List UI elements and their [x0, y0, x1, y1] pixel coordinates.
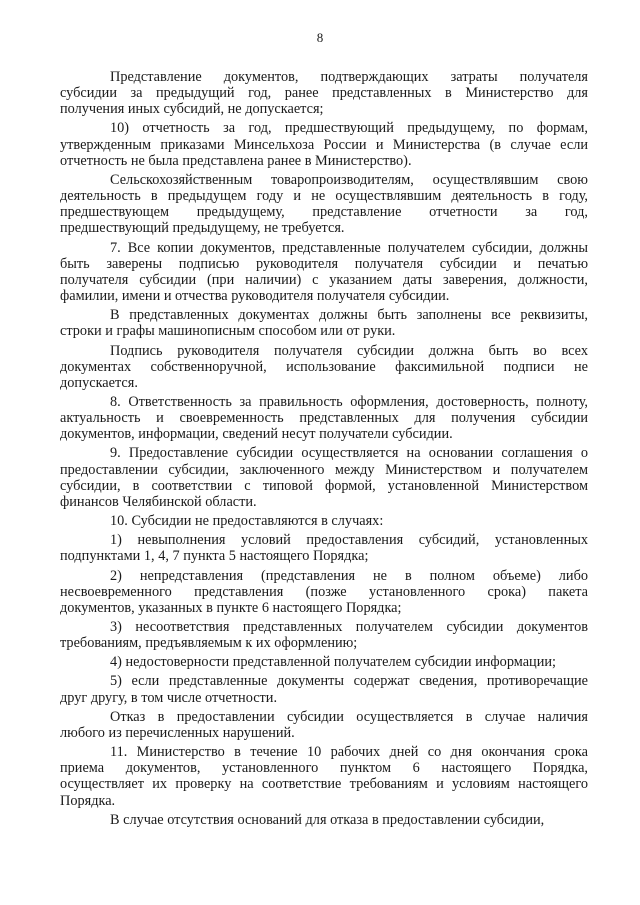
- text-line: 10) отчетность за год, предшествующий предыдущему, по формам,: [110, 120, 588, 137]
- text-line: субсидии, в соответствии с типовой формой, установленной Министерством: [60, 477, 588, 494]
- text-line: Сельскохозяйственным товаропроизводителям, осуществлявшим свою: [110, 171, 588, 188]
- text-line: подпунктами 1, 4, 7 пункта 5 настоящего Порядка;: [60, 548, 369, 565]
- paragraph: [60, 394, 588, 442]
- text-line: приема документов, установленного пунктом 6 настоящего Порядка,: [60, 760, 588, 777]
- text-line: допускается.: [60, 374, 138, 391]
- text-line: 2) непредставления (представления не в полном объеме) либо: [110, 567, 588, 584]
- text-line: 9. Предоставление субсидии осуществляется на основании соглашения о: [110, 445, 588, 462]
- text-line: документах собственноручной, использование факсимильной подписи не: [60, 358, 588, 375]
- paragraph: [60, 69, 588, 117]
- text-line: 8. Ответственность за правильность оформления, достоверность, полноту,: [110, 393, 588, 410]
- paragraph: [60, 172, 588, 237]
- paragraph: [60, 744, 588, 809]
- text-line: субсидии за предыдущий год, ранее представленных в Министерство для: [60, 85, 588, 102]
- page-number: 8: [316, 30, 324, 45]
- text-line: требованиям, предъявляемым к их оформлению;: [60, 635, 358, 652]
- text-line: получателя субсидии (при наличии) с указанием даты заверения, должности,: [60, 271, 588, 288]
- text-line: Подпись руководителя получателя субсидии должна быть во всех: [110, 342, 588, 359]
- text-line: осуществляет их проверку на соответствие требованиям и условиям настоящего: [60, 776, 588, 793]
- text-line: друг другу, в том числе отчетности.: [60, 689, 278, 706]
- text-line: 10. Субсидии не предоставляются в случаях:: [110, 513, 384, 530]
- text-line: отчетность не была представлена ранее в Министерство).: [60, 152, 412, 169]
- paragraph: [60, 654, 588, 670]
- text-line: документов, информации, сведений несут получатели субсидии.: [60, 426, 453, 443]
- paragraph: [60, 709, 588, 741]
- text-line: Порядка.: [60, 792, 116, 809]
- paragraph: [60, 240, 588, 305]
- text-line: любого из перечисленных нарушений.: [60, 724, 295, 741]
- paragraph: [60, 307, 588, 339]
- text-line: предоставлении субсидии, заключенного между Министерством и получателем: [60, 461, 588, 478]
- paragraph: [60, 619, 588, 651]
- text-line: финансов Челябинской области.: [60, 493, 257, 510]
- text-line: Отказ в предоставлении субсидии осуществляется в случае наличия: [110, 708, 588, 725]
- paragraph: [60, 568, 588, 616]
- paragraph: [60, 343, 588, 391]
- text-line: фамилии, имени и отчества руководителя получателя субсидии.: [60, 288, 450, 305]
- paragraph: [60, 445, 588, 510]
- text-line: 5) если представленные документы содержат сведения, противоречащие: [110, 673, 588, 690]
- text-line: Представление документов, подтверждающих затраты получателя: [110, 69, 588, 85]
- text-line: актуальность и своевременность представленных для получения субсидии: [60, 410, 588, 427]
- text-line: В случае отсутствия оснований для отказа в предоставлении субсидии,: [110, 811, 545, 828]
- text-line: утвержденным приказами Минсельхоза России и Министерства (в случае если: [60, 136, 588, 153]
- paragraph: [60, 812, 588, 828]
- text-line: В представленных документах должны быть заполнены все реквизиты,: [110, 307, 588, 324]
- text-line: 11. Министерство в течение 10 рабочих дней со дня окончания срока: [110, 744, 588, 761]
- text-line: 3) несоответствия представленных получателем субсидии документов: [110, 619, 588, 635]
- text-line: несвоевременного представления (позже установленного срока) пакета: [60, 583, 588, 600]
- text-line: деятельность в предыдущем году и не осуществлявшим деятельность в году,: [60, 188, 588, 205]
- text-line: предшествующем предыдущему, представление отчетности за год,: [60, 204, 588, 221]
- paragraph: [60, 120, 588, 168]
- text-line: документов, указанных в пункте 6 настоящего Порядка;: [60, 599, 402, 616]
- document-body: [60, 69, 588, 828]
- text-line: быть заверены подписью руководителя получателя субсидии и печатью: [60, 255, 588, 272]
- paragraph: [60, 673, 588, 705]
- paragraph: [60, 532, 588, 564]
- text-line: предшествующий предыдущему, не требуется.: [60, 220, 345, 237]
- text-line: получения иных субсидий, не допускается;: [60, 101, 324, 118]
- text-line: 1) невыполнения условий предоставления субсидий, установленных: [110, 532, 588, 549]
- text-line: строки и графы машинописным способом или от руки.: [60, 323, 396, 340]
- text-line: 4) недостоверности представленной получателем субсидии информации;: [110, 654, 556, 671]
- paragraph: [60, 513, 588, 529]
- text-line: 7. Все копии документов, представленные получателем субсидии, должны: [110, 239, 588, 256]
